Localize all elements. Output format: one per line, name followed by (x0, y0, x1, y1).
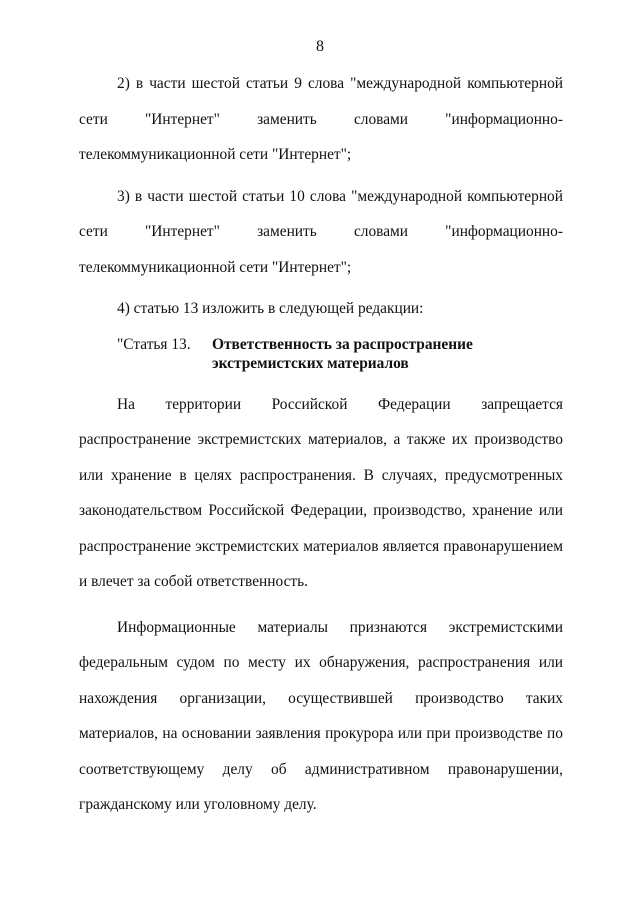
article-paragraph-2: Информационные материалы признаются экстремистскими федеральным судом по месту их обнаружения, распространения или нахождения организации, осуществившей производство таких материалов, на основании заявления прокурора или при производстве по соответствующему делу об административном правонарушении, гражданскому или уголовному делу. (79, 618, 563, 813)
page-number: 8 (316, 38, 324, 55)
article-heading (117, 335, 563, 373)
article-title-line-1: Ответственность за распространение (212, 335, 473, 353)
article-title-line-2: экстремистских материалов (212, 354, 409, 372)
amendment-paragraph-3: 3) в части шестой статьи 10 слова "международной компьютерной сети "Интернет" заменить словами "информационно-телекоммуникационной сети "Интернет"; (79, 187, 563, 276)
article-number: "Статья 13. (117, 335, 191, 353)
amendment-paragraph-4: 4) статью 13 изложить в следующей редакции: (117, 300, 424, 317)
document-body (79, 66, 563, 823)
article-title (212, 335, 563, 373)
article-paragraph-1: На территории Российской Федерации запрещается распространение экстремистских материалов, а также их производство или хранение в целях распространения. В случаях, предусмотренных законодательством Российской Федерации, производство, хранение или распространение экстремистских материалов является правонарушением и влечет за собой ответственность. (79, 395, 563, 590)
amendment-paragraph-2: 2) в части шестой статьи 9 слова "международной компьютерной сети "Интернет" заменить словами "информационно-телекоммуникационной сети "Интернет"; (79, 75, 563, 163)
